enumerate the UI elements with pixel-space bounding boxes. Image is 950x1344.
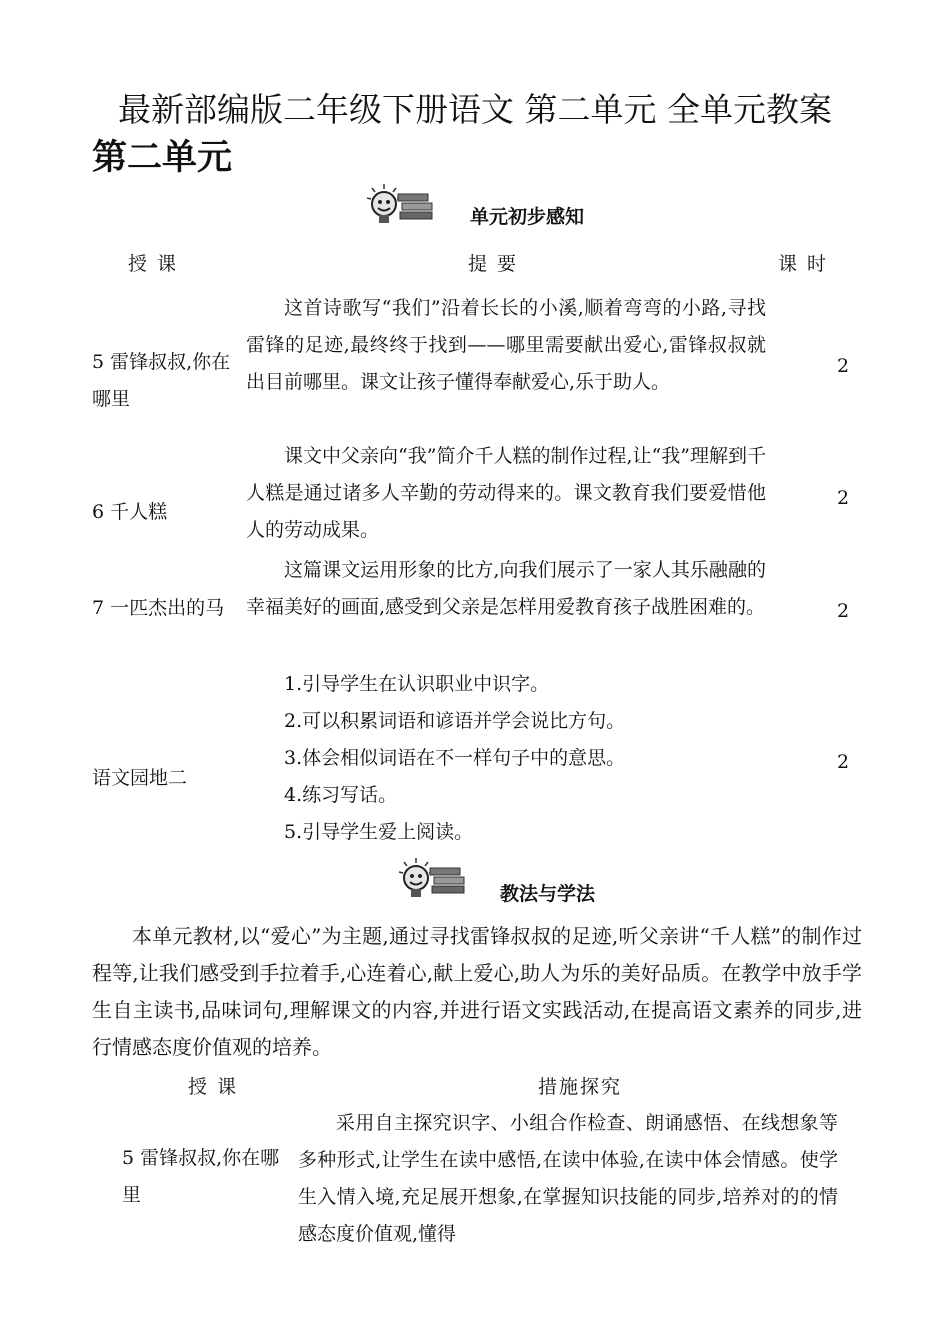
lightbulb-books-icon (388, 856, 468, 902)
unit-heading: 第二单元 (92, 138, 233, 178)
method-text: 采用自主探究识字、小组合作检查、朗诵感悟、在线想象等多种形式,让学生在读中感悟,在读中体验,在读中体会情感。使学生入情入境,充足展开想象,在掌握知识技能的同步,培养对的的情感态度价值观,懂得 (298, 1112, 838, 1245)
lesson-summary: 课文中父亲向“我”简介千人糕的制作过程,让“我”理解到千人糕是通过诸多人辛勤的劳动得来的。课文教育我们要爱惜他人的劳动成果。 (246, 445, 766, 541)
goal-list-item: 5.引导学生爱上阅读。 (284, 821, 474, 843)
lesson-name: 6 千人糕 (92, 501, 168, 523)
column-header-lesson: 授 课 (128, 253, 179, 275)
column-header-summary: 提 要 (468, 253, 519, 275)
section-title-methods: 教法与学法 (500, 883, 596, 905)
lesson-hours: 2 (836, 751, 850, 773)
lesson-summary: 这篇课文运用形象的比方,向我们展示了一家人其乐融融的幸福美好的画面,感受到父亲是怎样用爱教育孩子战胜困难的。 (246, 559, 766, 618)
document-title: 最新部编版二年级下册语文 第二单元 全单元教案 (118, 90, 832, 129)
lesson-name: 7 一匹杰出的马 (92, 597, 225, 619)
section-title-unit-perception: 单元初步感知 (470, 206, 585, 228)
lightbulb-books-icon (356, 182, 436, 228)
lesson-name: 5 雷锋叔叔,你在哪里 (122, 1147, 280, 1206)
goal-list-item: 2.可以积累词语和谚语并学会说比方句。 (284, 710, 626, 732)
lesson-summary: 这首诗歌写“我们”沿着长长的小溪,顺着弯弯的小路,寻找雷锋的足迹,最终终于找到——哪里需要献出爱心,雷锋叔叔就出目前哪里。课文让孩子懂得奉献爱心,乐于助人。 (246, 297, 766, 393)
column-header-hours: 课 时 (778, 253, 829, 275)
goal-list-item: 3.体会相似词语在不一样句子中的意思。 (284, 747, 626, 769)
goal-list-item: 4.练习写话。 (284, 784, 398, 806)
lesson-hours: 2 (836, 487, 850, 509)
lesson-name: 语文园地二 (92, 767, 188, 789)
goal-list-item: 1.引导学生在认识职业中识字。 (284, 673, 550, 695)
column-header-method: 措施探究 (538, 1076, 623, 1098)
lesson-name: 5 雷锋叔叔,你在哪里 (92, 351, 231, 410)
column-header-lesson: 授 课 (188, 1076, 239, 1098)
lesson-hours: 2 (836, 355, 850, 377)
lesson-hours: 2 (836, 600, 850, 622)
methods-paragraph: 本单元教材,以“爱心”为主题,通过寻找雷锋叔叔的足迹,听父亲讲“千人糕”的制作过程等,让我们感受到手拉着手,心连着心,献上爱心,助人为乐的美好品质。在教学中放手学生自主读书,品味词句,理解课文的内容,并进行语文实践活动,在提高语文素养的同步,进行情感态度价值观的培养。 (92, 924, 862, 1059)
